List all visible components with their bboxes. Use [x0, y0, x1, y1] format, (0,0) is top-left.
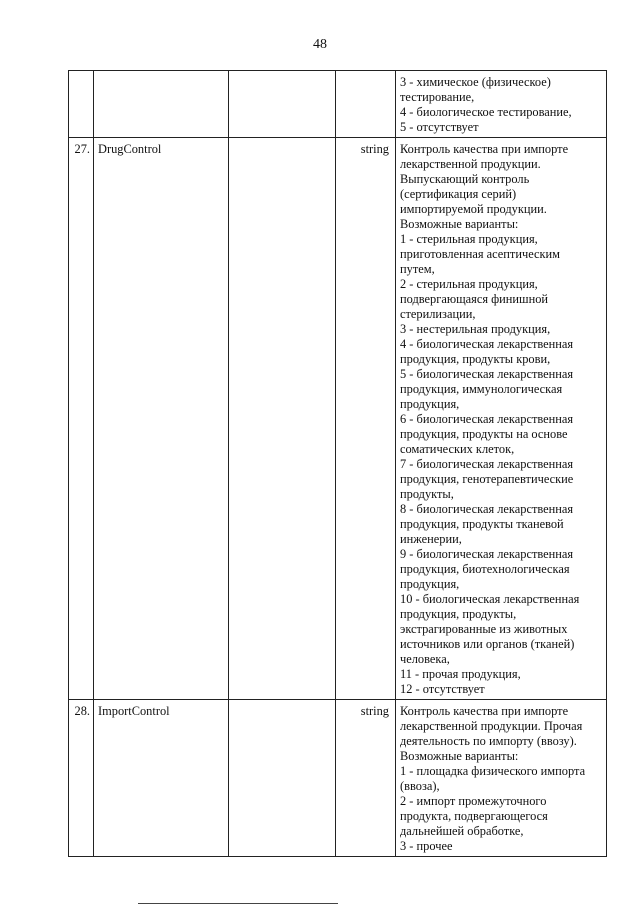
description-line: 12 - отсутствует [400, 682, 485, 696]
description-line: 1 - площадка физического импорта [400, 764, 586, 778]
description-line: продукция, продукты крови, [400, 352, 551, 366]
description-line: продукция, иммунологическая [400, 382, 563, 396]
description-line: 8 - биологическая лекарственная [400, 502, 574, 516]
row-number-cell: 27. [69, 138, 94, 700]
description-line: продукция, генотерапевтические [400, 472, 574, 486]
description-line: 5 - биологическая лекарственная [400, 367, 574, 381]
description-line: 4 - биологическое тестирование, [400, 105, 572, 119]
table-row [69, 700, 607, 857]
description-line: 10 - биологическая лекарственная [400, 592, 580, 606]
field-description-cell [396, 71, 607, 138]
field-description-cell [396, 138, 607, 700]
field-type-cell [336, 71, 396, 138]
empty-cell [229, 700, 336, 857]
description-line: (сертификация серий) [400, 187, 517, 201]
empty-cell [229, 71, 336, 138]
description-line: деятельность по импорту (ввозу). [400, 734, 577, 748]
description-line: Контроль качества при импорте [400, 704, 569, 718]
description-line: продукты, [400, 487, 454, 501]
description-line: экстрагированные из животных [400, 622, 568, 636]
empty-cell [229, 138, 336, 700]
description-line: продукта, подвергающегося [400, 809, 548, 823]
description-line: лекарственной продукции. Прочая [400, 719, 583, 733]
description-line: дальнейшей обработке, [400, 824, 524, 838]
description-line: 6 - биологическая лекарственная [400, 412, 574, 426]
field-spec-table [68, 70, 607, 857]
field-type-cell: string [336, 700, 396, 857]
description-line: тестирование, [400, 90, 475, 104]
description-line: 3 - прочее [400, 839, 453, 853]
description-line: 3 - нестерильная продукция, [400, 322, 551, 336]
footer-rule [138, 903, 338, 904]
description-line: подвергающаяся финишной [400, 292, 549, 306]
description-line: Возможные варианты: [400, 749, 519, 763]
description-line: стерилизации, [400, 307, 476, 321]
description-line: 5 - отсутствует [400, 120, 479, 134]
description-line: продукция, [400, 577, 460, 591]
description-line: продукция, продукты тканевой [400, 517, 564, 531]
description-line: 9 - биологическая лекарственная [400, 547, 574, 561]
description-line: продукция, продукты, [400, 607, 517, 621]
field-type-cell: string [336, 138, 396, 700]
description-line: (ввоза), [400, 779, 440, 793]
description-line: Выпускающий контроль [400, 172, 530, 186]
description-line: продукция, продукты на основе [400, 427, 568, 441]
description-line: соматических клеток, [400, 442, 515, 456]
description-line: продукция, [400, 397, 460, 411]
description-line: 1 - стерильная продукция, [400, 232, 538, 246]
field-name-cell: ImportControl [94, 700, 229, 857]
field-spec-table-body [69, 71, 607, 857]
field-name-cell: DrugControl [94, 138, 229, 700]
field-name-cell [94, 71, 229, 138]
description-line: 2 - стерильная продукция, [400, 277, 538, 291]
description-line: 11 - прочая продукция, [400, 667, 521, 681]
description-line: 7 - биологическая лекарственная [400, 457, 574, 471]
description-line: лекарственной продукции. [400, 157, 541, 171]
description-line: приготовленная асептическим [400, 247, 560, 261]
description-line: инженерии, [400, 532, 462, 546]
description-line: путем, [400, 262, 435, 276]
description-line: 3 - химическое (физическое) [400, 75, 551, 89]
description-line: Контроль качества при импорте [400, 142, 569, 156]
table-row [69, 71, 607, 138]
row-number-cell [69, 71, 94, 138]
description-line: Возможные варианты: [400, 217, 519, 231]
description-line: импортируемой продукции. [400, 202, 547, 216]
description-line: продукция, биотехнологическая [400, 562, 570, 576]
description-line: человека, [400, 652, 450, 666]
row-number-cell: 28. [69, 700, 94, 857]
description-line: 4 - биологическая лекарственная [400, 337, 574, 351]
description-line: 2 - импорт промежуточного [400, 794, 547, 808]
page-number: 48 [313, 37, 327, 52]
field-description-cell [396, 700, 607, 857]
table-row [69, 138, 607, 700]
description-line: источников или органов (тканей) [400, 637, 575, 651]
